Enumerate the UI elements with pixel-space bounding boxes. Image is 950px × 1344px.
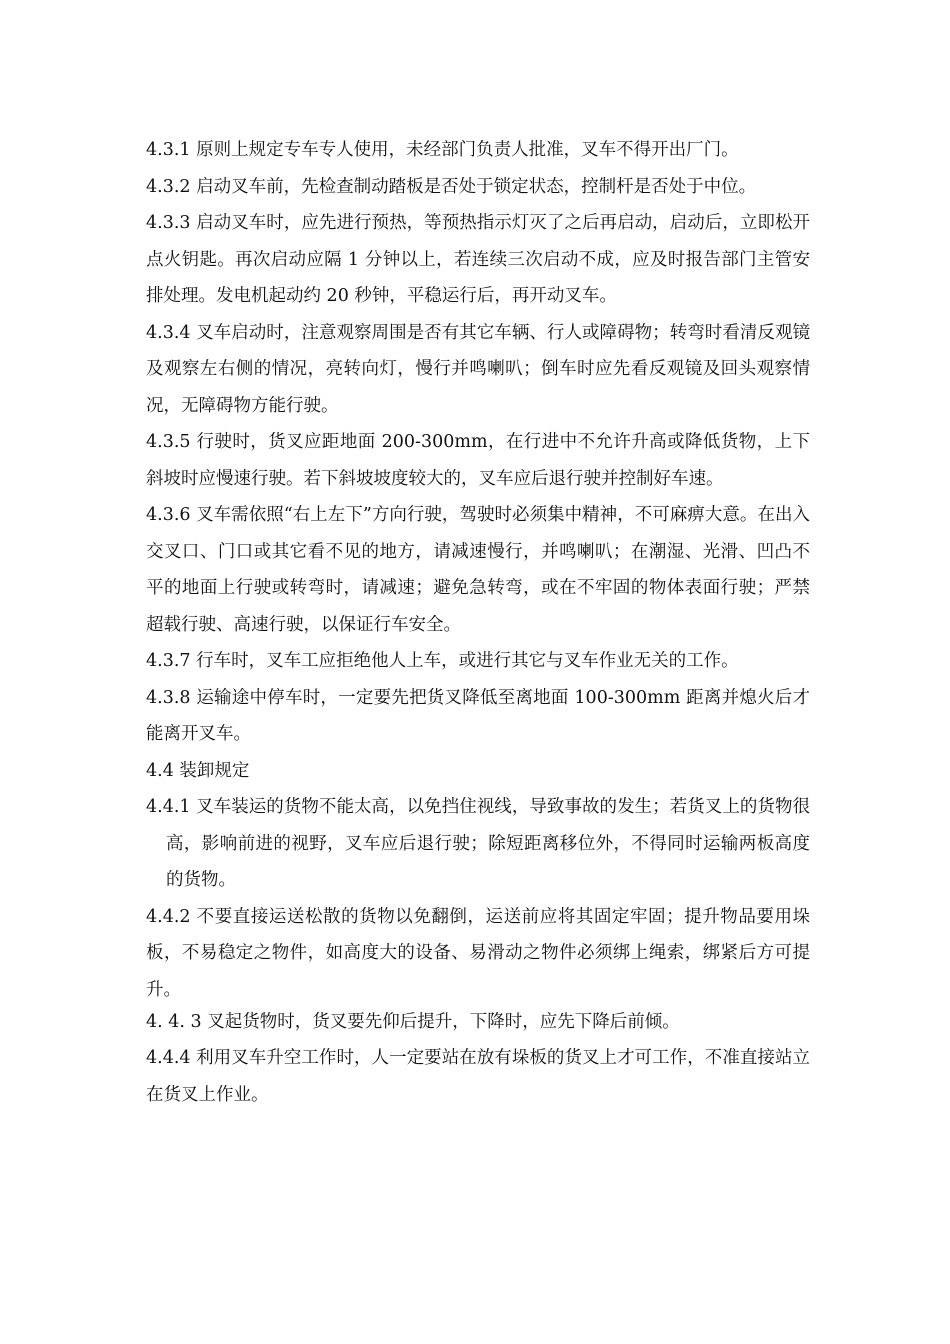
clause-4-3-3: 4.3.3 启动叉车时，应先进行预热，等预热指示灯灭了之后再启动，启动后，立即松开点火钥匙。再次启动应隔 1 分钟以上，若连续三次启动不成，应及时报告部门主管安排处理。发电机起动约 20 秒钟，平稳运行后，再开动叉车。 xyxy=(146,213,810,306)
clause-4-4-2: 4.4.2 不要直接运送松散的货物以免翻倒，运送前应将其固定牢固；提升物品要用垛板，不易稳定之物件，如高度大的设备、易滑动之物件必须绑上绳索，绑紧后方可提升。 xyxy=(146,906,810,1000)
clause-4-3-5: 4.3.5 行驶时，货叉应距地面 200-300mm，在行进中不允许升高或降低货物，上下斜坡时应慢速行驶。若下斜坡坡度较大的，叉车应后退行驶并控制好车速。 xyxy=(146,432,810,489)
clause-4-4-1: 4.4.1 叉车装运的货物不能太高，以免挡住视线，导致事故的发生；若货叉上的货物很高，影响前进的视野，叉车应后退行驶；除短距离移位外，不得同时运输两板高度的货物。 xyxy=(146,797,810,890)
clause-4-3-7: 4.3.7 行车时，叉车工应拒绝他人上车，或进行其它与叉车作业无关的工作。 xyxy=(146,651,739,671)
section-heading-4-4: 4.4 装卸规定 xyxy=(146,760,250,781)
clause-4-4-3: 4. 4. 3 叉起货物时，货叉要先仰后提升，下降时，应先下降后前倾。 xyxy=(146,1012,680,1032)
clause-4-3-6: 4.3.6 叉车需依照“右上左下”方向行驶，驾驶时必须集中精神，不可麻痹大意。在出入交叉口、门口或其它看不见的地方，请减速慢行，并鸣喇叭；在潮湿、光滑、凹凸不平的地面上行驶或转弯时，请减速；避免急转弯，或在不牢固的物体表面行驶；严禁超载行驶、高速行驶，以保证行车安全。 xyxy=(146,505,810,635)
clause-4-3-1: 4.3.1 原则上规定专车专人使用，未经部门负责人批准，叉车不得开出厂门。 xyxy=(146,140,739,160)
clause-4-3-2: 4.3.2 启动叉车前，先检查制动踏板是否处于锁定状态，控制杆是否处于中位。 xyxy=(146,176,757,197)
clause-4-3-8: 4.3.8 运输途中停车时，一定要先把货叉降低至离地面 100-300mm 距离并熄火后才能离开叉车。 xyxy=(146,687,810,744)
clause-4-3-4: 4.3.4 叉车启动时，注意观察周围是否有其它车辆、行人或障碍物；转弯时看清反观镜及观察左右侧的情况，亮转向灯，慢行并鸣喇叭；倒车时应先看反观镜及回头观察情况，无障碍物方能行驶。 xyxy=(146,322,810,416)
clause-4-4-4: 4.4.4 利用叉车升空工作时，人一定要站在放有垛板的货叉上才可工作，不准直接站立在货叉上作业。 xyxy=(146,1048,810,1105)
document-body xyxy=(146,132,810,1113)
